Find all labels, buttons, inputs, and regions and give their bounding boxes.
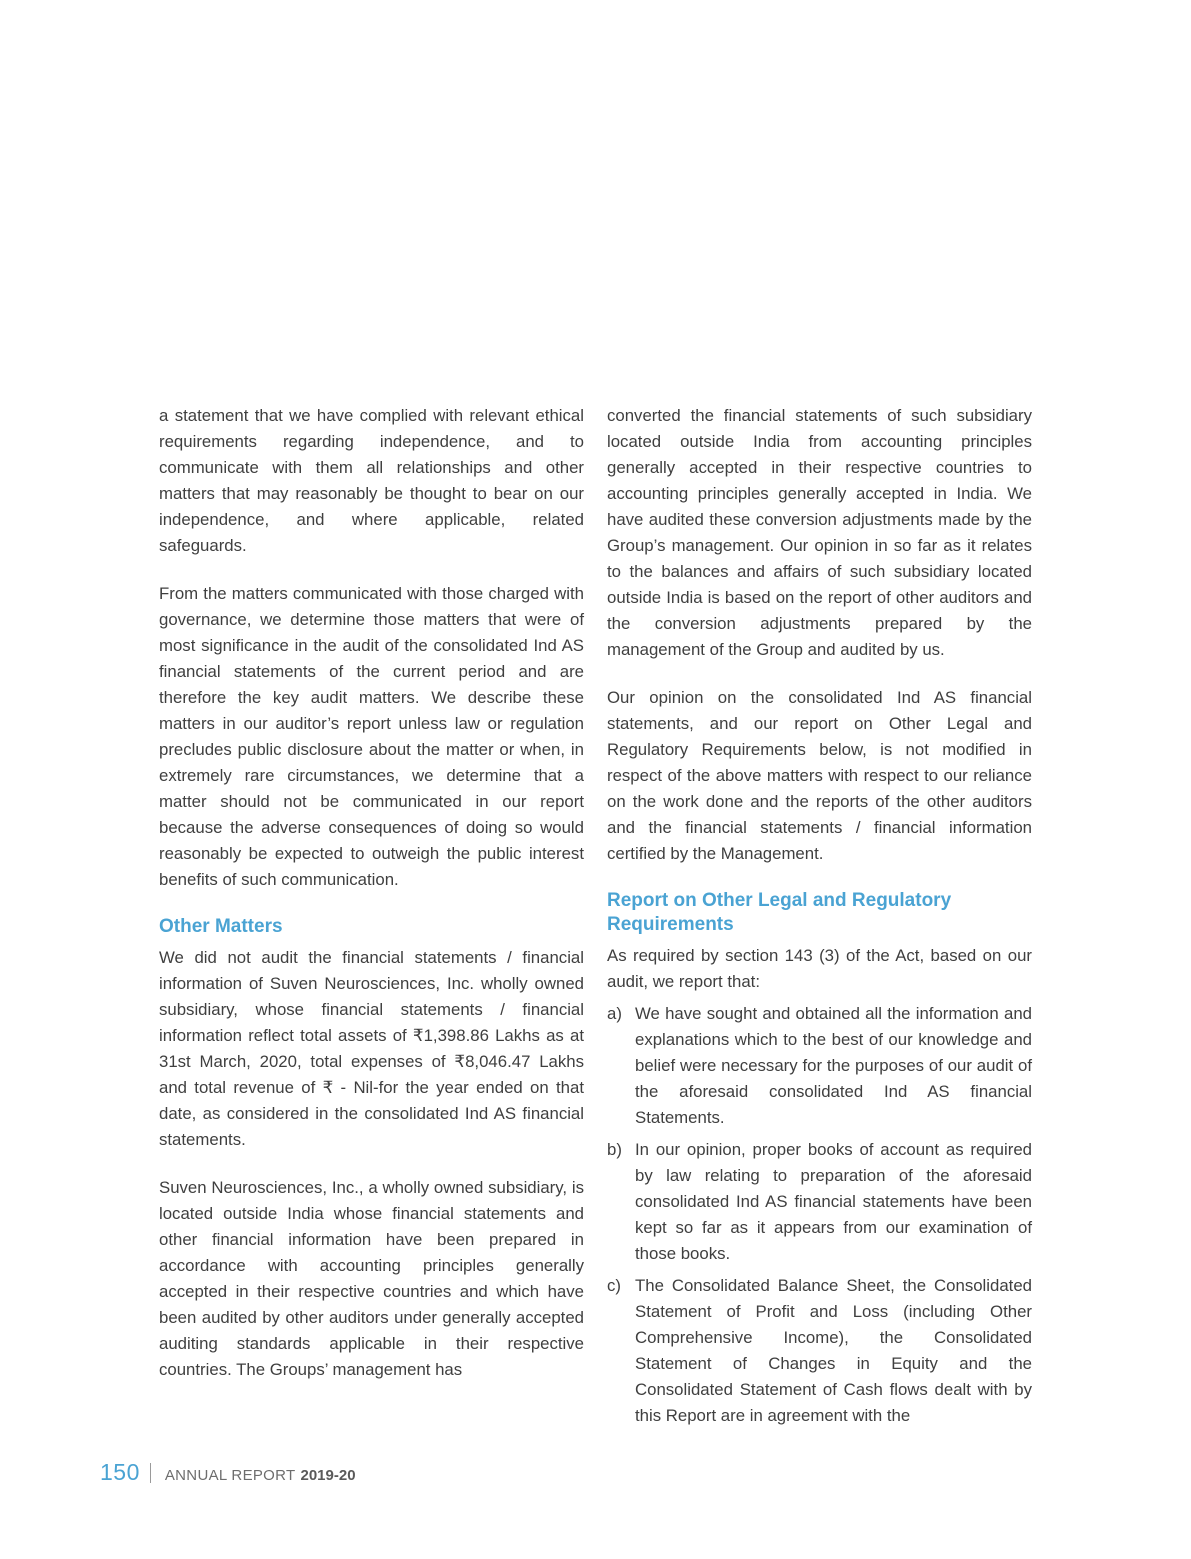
report-label: ANNUAL REPORT xyxy=(164,1467,296,1484)
list-item-text: We have sought and obtained all the information and explanations which to the best of our knowledge and belief were necessary for the purposes of our audit of the aforesaid consolidated Ind AS financial Statements. xyxy=(635,1004,1032,1127)
heading-line: Report on Other Legal and Regulatory xyxy=(607,890,952,911)
body-paragraph: Suven Neurosciences, Inc., a wholly owned subsidiary, is located outside India whose financial statements and other financial information have been prepared in accordance with accounting principles generally accepted in their respective countries and which have been audited by other auditors under generally accepted auditing standards applicable in their respective countries. The Groups’ management has xyxy=(159,1178,584,1379)
body-paragraph: a statement that we have complied with relevant ethical requirements regarding independence, and to communicate with them all relationships and other matters that may reasonably be thought to bear on our independence, and where applicable, related safeguards. xyxy=(159,406,584,555)
list-marker: a) xyxy=(607,1004,622,1023)
right-column xyxy=(607,403,1032,1435)
body-paragraph: From the matters communicated with those charged with governance, we determine those matters that were of most significance in the audit of the consolidated Ind AS financial statements of the current period and are therefore the key audit matters. We describe these matters in our auditor’s report unless law or regulation precludes public disclosure about the matter or when, in extremely rare circumstances, we determine that a matter should not be communicated in our report because the adverse consequences of doing so would reasonably be expected to outweigh the public interest benefits of such communication. xyxy=(159,584,584,889)
list-item xyxy=(607,1001,1032,1131)
section-heading-other-matters: Other Matters xyxy=(159,916,283,937)
list-item-text: In our opinion, proper books of account as required by law relating to preparation of the aforesaid consolidated Ind AS financial statements have been kept so far as it appears from our examination of those books. xyxy=(635,1140,1032,1263)
list-item xyxy=(607,1137,1032,1267)
heading-line: Requirements xyxy=(607,914,734,935)
intro-paragraph: As required by section 143 (3) of the Act, based on our audit, we report that: xyxy=(607,946,1032,991)
report-year: 2019-20 xyxy=(300,1467,356,1484)
list-marker: b) xyxy=(607,1140,622,1159)
body-paragraph: converted the financial statements of such subsidiary located outside India from accounting principles generally accepted in their respective countries to accounting principles generally accepted in India. We have audited these conversion adjustments made by the Group’s management. Our opinion in so far as it relates to the balances and affairs of such subsidiary located outside India is based on the report of other auditors and the conversion adjustments prepared by the management of the Group and audited by us. xyxy=(607,406,1032,659)
section-heading-legal-regulatory xyxy=(607,889,1032,937)
page-number: 150 xyxy=(100,1459,140,1485)
body-paragraph: We did not audit the financial statements / financial information of Suven Neurosciences, Inc. wholly owned subsidiary, whose financial statements / financial information reflect total assets of ₹1,398.86 Lakhs as at 31st March, 2020, total expenses of ₹8,046.47 Lakhs and total revenue of ₹ - Nil-for the year ended on that date, as considered in the consolidated Ind AS financial statements. xyxy=(159,948,584,1149)
list-marker: c) xyxy=(607,1276,621,1295)
body-paragraph: Our opinion on the consolidated Ind AS financial statements, and our report on Other Legal and Regulatory Requirements below, is not modified in respect of the above matters with respect to our reliance on the work done and the reports of the other auditors and the financial statements / financial information certified by the Management. xyxy=(607,688,1032,863)
list-item xyxy=(607,1273,1032,1429)
list-item-text: The Consolidated Balance Sheet, the Consolidated Statement of Profit and Loss (including Other Comprehensive Income), the Consolidated Statement of Changes in Equity and the Consolidated Statement of Cash flows dealt with by this Report are in agreement with the xyxy=(635,1276,1032,1425)
left-column xyxy=(159,403,584,1405)
footer-divider xyxy=(150,1463,151,1483)
page-footer xyxy=(100,1459,356,1486)
